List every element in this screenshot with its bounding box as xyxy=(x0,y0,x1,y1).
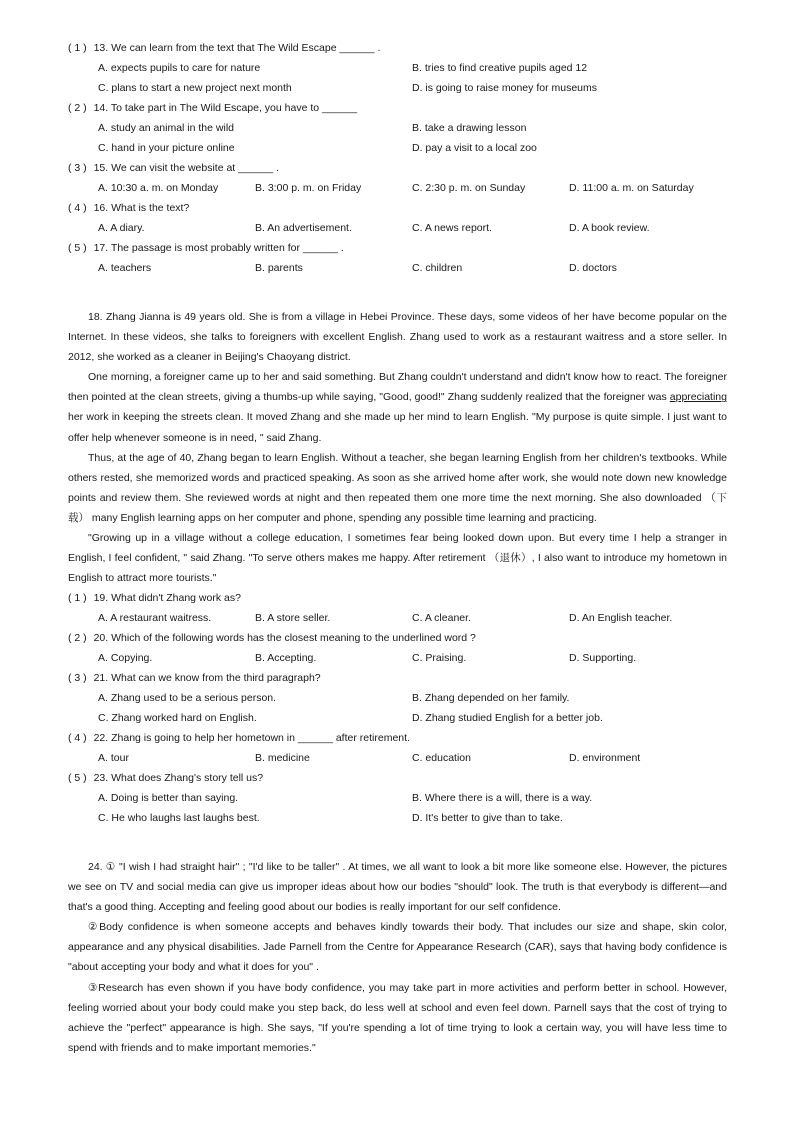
option-b[interactable]: B. tries to find creative pupils aged 12 xyxy=(412,62,588,74)
option-c[interactable]: C. hand in your picture online xyxy=(98,142,235,154)
option-d[interactable]: D. is going to raise money for museums xyxy=(412,82,597,94)
question-stem: ( 3 ) 21. What can we know from the third paragraph? xyxy=(68,672,321,684)
question-stem: ( 1 ) 13. We can learn from the text that The Wild Escape ______ . xyxy=(68,42,381,54)
option-b[interactable]: B. parents xyxy=(255,262,303,274)
question-stem: ( 3 ) 15. We can visit the website at ______ . xyxy=(68,162,280,174)
option-a[interactable]: A. teachers xyxy=(98,262,152,274)
option-b[interactable]: B. Where there is a will, there is a way. xyxy=(412,792,593,804)
option-b[interactable]: B. An advertisement. xyxy=(255,222,352,234)
option-b[interactable]: B. 3:00 p. m. on Friday xyxy=(255,182,362,194)
option-a[interactable]: A. 10:30 a. m. on Monday xyxy=(98,182,219,194)
passage-18-paragraph-1: 18. Zhang Jianna is 49 years old. She is from a village in Hebei Province. These days, some videos of her have become popular on the Internet. In these videos, she talks to foreigners with excellent English. Zhang used to work as a restaurant waitress and a store seller. In 2012, she worked as a cleaner in Beijing's Chaoyang district. xyxy=(68,311,727,364)
option-c[interactable]: C. children xyxy=(412,262,463,274)
option-a[interactable]: A. Doing is better than saying. xyxy=(98,792,239,804)
option-d[interactable]: D. environment xyxy=(569,752,641,764)
option-c[interactable]: C. plans to start a new project next month xyxy=(98,82,292,94)
option-b[interactable]: B. Zhang depended on her family. xyxy=(412,692,570,704)
passage-18 xyxy=(68,307,727,588)
passage-24-paragraph-1: 24. ① "I wish I had straight hair" ; "I'd like to be taller" . At times, we all want to look a bit more like someone else. However, the pictures we see on TV and social media can give us improper ideas about how our bodies "should" look. The truth is that everybody is different—and that's a good thing. Accepting and feeling good about our bodies is really important for our self confidence. xyxy=(68,861,727,914)
passage-18-paragraph-2: One morning, a foreigner came up to her and said something. But Zhang couldn't understand and didn't know how to react. The foreigner then pointed at the clean streets, giving a thumbs-up while saying, "Good, good!" Zhang suddenly realized that the foreigner was appreciating her work in keeping the streets clean. It moved Zhang and she made up her mind to learn English. "My purpose is quite simple. I just want to offer help whenever someone is in need, " said Zhang. xyxy=(68,371,727,444)
question-stem: ( 4 ) 16. What is the text? xyxy=(68,202,190,214)
option-d[interactable]: D. A book review. xyxy=(569,222,650,234)
passage-18-paragraph-3: Thus, at the age of 40, Zhang began to learn English. Without a teacher, she began learning English from her children's textbooks. While others rested, she memorized words and practiced speaking. As soon as she arrived home after work, she would note down new knowledge points and review them. She reviewed words at night and then repeated them one more time the next morning. She also downloaded （下载） many English learning apps on her computer and phone, spending any possible time learning and practicing. xyxy=(68,451,727,524)
option-b[interactable]: B. take a drawing lesson xyxy=(412,122,527,134)
option-b[interactable]: B. medicine xyxy=(255,752,310,764)
option-c[interactable]: C. Zhang worked hard on English. xyxy=(98,712,257,724)
option-d[interactable]: D. An English teacher. xyxy=(569,612,673,624)
question-stem: ( 5 ) 17. The passage is most probably written for ______ . xyxy=(68,242,344,254)
question-stem: ( 1 ) 19. What didn't Zhang work as? xyxy=(68,592,241,604)
option-a[interactable]: A. Zhang used to be a serious person. xyxy=(98,692,277,704)
option-c[interactable]: C. He who laughs last laughs best. xyxy=(98,812,260,824)
option-b[interactable]: B. A store seller. xyxy=(255,612,331,624)
option-a[interactable]: A. A restaurant waitress. xyxy=(98,612,212,624)
option-d[interactable]: D. pay a visit to a local zoo xyxy=(412,142,537,154)
option-c[interactable]: C. Praising. xyxy=(412,652,467,664)
question-stem: ( 2 ) 14. To take part in The Wild Escape, you have to ______ xyxy=(68,102,358,114)
option-c[interactable]: C. education xyxy=(412,752,471,764)
question-stem: ( 5 ) 23. What does Zhang's story tell us? xyxy=(68,772,264,784)
option-a[interactable]: A. tour xyxy=(98,752,129,764)
passage-24-paragraph-3: ③Research has even shown if you have body confidence, you may take part in more activities and perform better in school. However, feeling worried about your body could make you step back, do less well at school and even feel down. Parnell says that the cost of trying to achieve the "perfect" appearance is high. She says, "If you're spending a lot of time trying to look a certain way, you will have less time to spend with friends and to make important memories." xyxy=(68,981,727,1054)
option-d[interactable]: D. Zhang studied English for a better job. xyxy=(412,712,603,724)
passage-24-paragraph-2: ②Body confidence is when someone accepts and behaves kindly towards their body. That includes our size and shape, skin color, appearance and any physical disabilities. Jade Parnell from the Centre for Appearance Research (CAR), says that having body confidence is "about accepting your body and what it does for you" . xyxy=(68,921,727,974)
option-c[interactable]: C. A cleaner. xyxy=(412,612,471,624)
option-a[interactable]: A. Copying. xyxy=(98,652,153,664)
option-c[interactable]: C. A news report. xyxy=(412,222,492,234)
option-c[interactable]: C. 2:30 p. m. on Sunday xyxy=(412,182,526,194)
option-a[interactable]: A. expects pupils to care for nature xyxy=(98,62,261,74)
option-a[interactable]: A. study an animal in the wild xyxy=(98,122,234,134)
question-stem: ( 4 ) 22. Zhang is going to help her hometown in ______ after retirement. xyxy=(68,732,410,744)
option-d[interactable]: D. It's better to give than to take. xyxy=(412,812,563,824)
option-d[interactable]: D. 11:00 a. m. on Saturday xyxy=(569,182,694,194)
option-d[interactable]: D. doctors xyxy=(569,262,617,274)
option-b[interactable]: B. Accepting. xyxy=(255,652,317,664)
option-a[interactable]: A. A diary. xyxy=(98,222,145,234)
option-d[interactable]: D. Supporting. xyxy=(569,652,637,664)
passage-24 xyxy=(68,857,727,1058)
passage-18-paragraph-4: "Growing up in a village without a college education, I sometimes fear being looked down upon. But every time I help a stranger in English, I feel confident, " said Zhang. "To serve others makes me happy. After retirement （退休）, I also want to introduce my hometown in English to attract more tourists." xyxy=(68,532,727,585)
underlined-word: appreciating xyxy=(669,391,727,404)
question-stem: ( 2 ) 20. Which of the following words has the closest meaning to the underlined word ? xyxy=(68,632,476,644)
